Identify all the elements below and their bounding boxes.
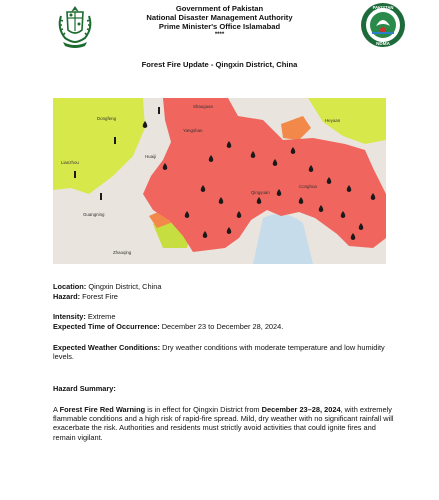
summary-paragraph [53,405,398,442]
thermometer-icon [100,193,102,200]
ndma-bottom-text: NDMA [376,41,390,46]
summary-heading: Hazard Summary: [53,384,116,393]
place-label: Dongfeng [97,116,117,121]
hazard-line [53,292,398,301]
authority-line: National Disaster Management Authority [146,13,293,23]
place-label: Lianzhou [61,160,79,165]
fire-risk-map [53,98,386,264]
page-title: Forest Fire Update - Qingxin District, China [141,60,298,69]
place-label: Zhaoqing [113,250,132,255]
location-label: Location: [53,282,87,291]
place-label: Shaoguan [193,104,214,109]
weather-line [53,343,398,361]
location-line [53,282,398,291]
office-line: Prime Minister's Office Islamabad [158,22,281,32]
weather-label: Expected Weather Conditions: [53,343,161,352]
thermometer-icon [114,137,116,144]
time-value: December 23 to December 28, 2024. [161,322,284,331]
hazard-label: Hazard: [53,292,81,301]
summary-text: A [53,405,60,414]
place-label: Qingyuan [251,190,270,195]
place-label: Guangning [83,212,105,217]
intensity-value: Extreme [87,312,116,321]
government-line: Government of Pakistan [175,4,264,13]
time-line [53,322,398,331]
thermometer-icon [74,171,76,178]
place-label: Heyuan [325,118,341,123]
summary-text: is in effect for Qingxin District from [145,405,262,414]
location-value: Qingxin District, China [88,282,162,291]
intensity-line [53,312,398,321]
summary-text: , with extremely flammable conditions and a high risk of rapid-fire spread. Mild, dry weather with no significant rainfall will exacerbate the risk. Authorities and residents must strictly avoid activities that could ignite fires and remain vigilant. [53,405,394,442]
ndma-top-text: PAKISTAN [372,5,394,10]
hazard-value: Forest Fire [82,292,118,301]
summary-warning: Forest Fire Red Warning [59,405,146,414]
stars-line: **** [214,31,225,38]
weather-value: Dry weather conditions with moderate temperature and low humidity levels. [53,343,385,362]
place-label: Yangshan [183,128,203,133]
intensity-label: Intensity: [53,312,86,321]
thermometer-icon [158,107,160,114]
letterhead [0,4,439,38]
time-label: Expected Time of Occurrence: [53,322,160,331]
place-label: Huaiji [145,154,156,159]
place-label: Conghua [299,184,317,189]
summary-dates: December 23–28, 2024 [261,405,341,414]
